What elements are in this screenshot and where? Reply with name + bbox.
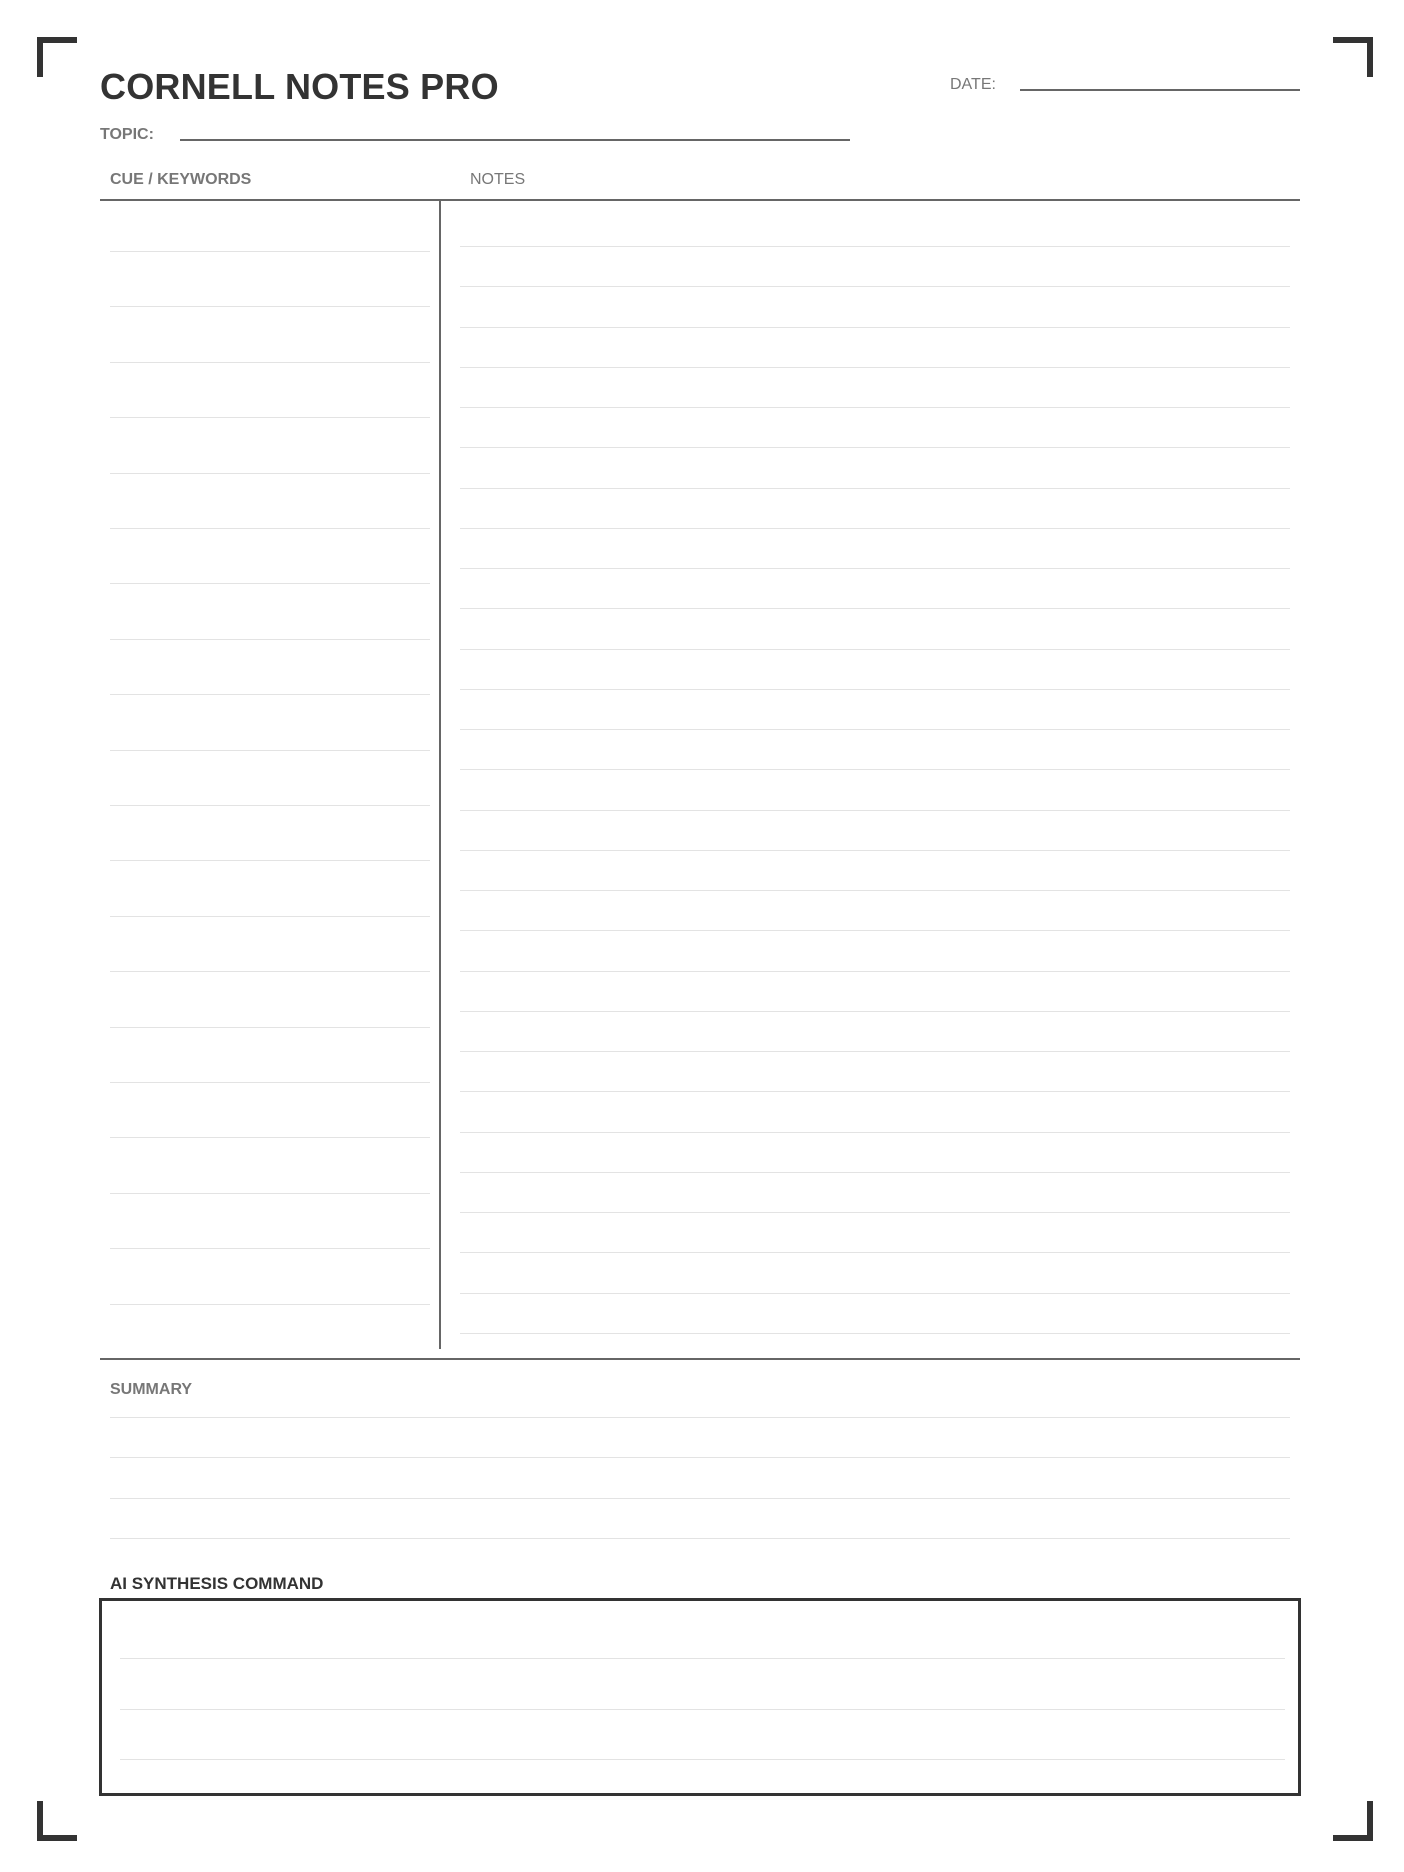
notes-guide-line <box>460 689 1290 690</box>
notes-guide-line <box>460 568 1290 569</box>
notes-guide-line <box>460 407 1290 408</box>
cue-guide-line <box>110 362 430 363</box>
cue-guide-line <box>110 805 430 806</box>
summary-guide-line <box>110 1417 1290 1418</box>
cue-guide-line <box>110 306 430 307</box>
cue-guide-line <box>110 1137 430 1138</box>
cue-guide-line <box>110 1248 430 1249</box>
page-title: CORNELL NOTES PRO <box>100 66 499 107</box>
crop-mark-bottom-right <box>1333 1801 1373 1841</box>
notes-guide-line <box>460 286 1290 287</box>
ai-synthesis-label: AI SYNTHESIS COMMAND <box>110 1574 324 1593</box>
summary-guide-line <box>110 1538 1290 1539</box>
cue-guide-line <box>110 750 430 751</box>
notes-guide-line <box>460 1051 1290 1052</box>
cue-guide-line <box>110 916 430 917</box>
cue-guide-line <box>110 1082 430 1083</box>
notes-guide-line <box>460 930 1290 931</box>
notes-guide-line <box>460 447 1290 448</box>
notes-guide-line <box>460 1333 1290 1334</box>
notes-column-header: NOTES <box>470 171 526 188</box>
cue-guide-line <box>110 694 430 695</box>
notes-guide-line <box>460 1252 1290 1253</box>
date-label: DATE: <box>950 76 996 93</box>
summary-guide-line <box>110 1498 1290 1499</box>
notes-guide-line <box>460 1011 1290 1012</box>
cue-guide-line <box>110 417 430 418</box>
notes-guide-line <box>460 608 1290 609</box>
header-rule <box>100 199 1300 201</box>
topic-field[interactable] <box>180 139 850 141</box>
notes-guide-line <box>460 769 1290 770</box>
notes-guide-line <box>460 729 1290 730</box>
cue-guide-line <box>110 1193 430 1194</box>
ai-synthesis-box[interactable] <box>99 1598 1301 1796</box>
ai-guide-line <box>120 1658 1285 1659</box>
notes-guide-line <box>460 528 1290 529</box>
cue-guide-line <box>110 473 430 474</box>
cue-guide-line <box>110 971 430 972</box>
summary-label: SUMMARY <box>110 1381 193 1398</box>
summary-rule <box>100 1358 1300 1360</box>
topic-label: TOPIC: <box>100 126 154 143</box>
notes-guide-line <box>460 649 1290 650</box>
cue-guide-line <box>110 639 430 640</box>
notes-guide-line <box>460 1172 1290 1173</box>
notes-guide-line <box>460 246 1290 247</box>
date-field[interactable] <box>1020 89 1300 91</box>
column-divider <box>439 201 441 1349</box>
summary-guide-line <box>110 1457 1290 1458</box>
cue-guide-line <box>110 860 430 861</box>
notes-guide-line <box>460 810 1290 811</box>
cue-guide-line <box>110 583 430 584</box>
notes-guide-line <box>460 850 1290 851</box>
crop-mark-top-right <box>1333 37 1373 77</box>
notes-guide-line <box>460 1132 1290 1133</box>
ai-guide-line <box>120 1709 1285 1710</box>
notes-guide-line <box>460 367 1290 368</box>
ai-guide-line <box>120 1759 1285 1760</box>
notes-guide-line <box>460 1293 1290 1294</box>
notes-guide-line <box>460 327 1290 328</box>
notes-guide-line <box>460 1212 1290 1213</box>
cue-guide-line <box>110 251 430 252</box>
crop-mark-top-left <box>37 37 77 77</box>
notes-guide-line <box>460 890 1290 891</box>
cue-guide-line <box>110 1027 430 1028</box>
crop-mark-bottom-left <box>37 1801 77 1841</box>
notes-guide-line <box>460 971 1290 972</box>
notes-guide-line <box>460 488 1290 489</box>
cue-guide-line <box>110 528 430 529</box>
cue-guide-line <box>110 1304 430 1305</box>
cue-column-header: CUE / KEYWORDS <box>110 171 252 188</box>
notes-guide-line <box>460 1091 1290 1092</box>
